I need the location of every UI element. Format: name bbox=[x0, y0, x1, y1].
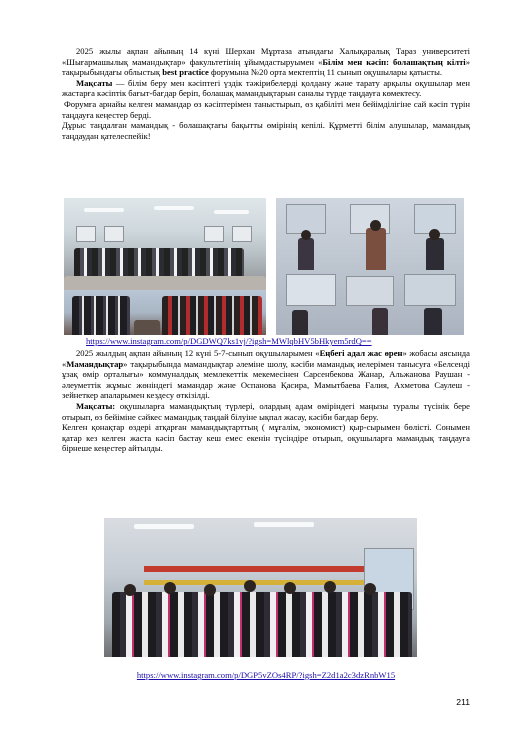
instagram-link-1[interactable]: https://www.instagram.com/p/DGDWQ7ks1vj/?igsh=MWlqbHV5bHkyem5rdQ== bbox=[86, 336, 372, 346]
instagram-link-2[interactable]: https://www.instagram.com/p/DGP5vZOs4RP/?igsh=Z2d1a2c3dzRnbW15 bbox=[136, 670, 396, 680]
photo-forum-collage bbox=[276, 198, 464, 335]
document-body bbox=[62, 46, 470, 141]
paragraph-goal-2: Мақсаты: оқушыларға мамандықтың түрлері, олардың адам өміріндегі маңызы туралы түсінік бере отырып, өз бейіміне сәйкес мамандық таңдай білуіне ықпал жасау, кәсіби бағдар беру. bbox=[62, 400, 470, 422]
best-practice-label: best practice bbox=[162, 67, 209, 78]
project-name: Еңбегі адал жас өрен bbox=[319, 348, 403, 358]
topic-name: Мамандықтар bbox=[66, 358, 124, 369]
forum-title: Білім мен кәсіп: болашақтың кілті bbox=[322, 56, 466, 67]
page-number: 211 bbox=[456, 697, 470, 707]
paragraph-specialists: Форумға арнайы келген мамандар өз кәсіптерімен таныстырып, өз қабіліті мен бейімділігіне сай кәсіп түрін таңдауға кеңестер берді. bbox=[62, 98, 470, 120]
photo-forum-group bbox=[64, 198, 266, 290]
paragraph-choice: Дұрыс таңдалған мамандық - болашақтағы бақытты өмірінің кепілі. Құрметті білім алушылар, мамандық таңдаудан қателеспейік! bbox=[62, 120, 470, 141]
paragraph-goal-1: Мақсаты — білім беру мен кәсіптегі үздік тәжірибелерді қолдану және тарату арқылы оқушылар мен жастарға кәсіптік бағыт-бағдар беріп, болашақ мамандықтарын саналы түрде таңдауға көмектесу. bbox=[62, 77, 470, 99]
paragraph-guests: Келген қонақтар өздері атқарған мамандықтарттың ( мұғалім, экономист) қыр-сырымен бөлісті. Сонымен қатар кез келген жаста кәсіп бастау кеш емес екенін түсіндіре отырып, оқушыларға мамандық таңдауға бірнеше кеңестер айтылды. bbox=[62, 422, 470, 454]
paragraph-meeting: 2025 жылдың ақпан айының 12 күні 5-7-сынып оқушыларымен «Еңбегі адал жас өрен» жобасы аясында «Мамандықтар» тақырыбында мамандықтар әлеміне шолу, кәсіби мамандық иелерімен танысуға «Белсенді ұзақ өмір орталығы» коммуналдық мемлекеттік мекемесінен Сарсенбекова Жанар, Альжанова Раушан - әлеуметтік жұмыс жөніндегі мамандар және Оспанова Қасира, Мамытбаева Ғалия, Ахметова Саулеш - зейнеткер апаларымен кездесу өткізілді. bbox=[62, 348, 470, 401]
paragraph-forum: 2025 жылы ақпан айының 14 күні Шерхан Мұртаза атындағы Халықаралық Тараз университеті «Шығармашылық мамандықтар» факультетінің ұйымдастыруымен «Білім мен кәсіп: болашақтың кілті» тақырыбындағы облыстық best practice форумына №20 орта мектептің 11 сынып оқушылары қатысты. bbox=[62, 46, 470, 78]
document-body-2 bbox=[62, 348, 470, 454]
photo-meeting-group bbox=[104, 518, 417, 657]
photo-forum-stage bbox=[64, 290, 266, 335]
